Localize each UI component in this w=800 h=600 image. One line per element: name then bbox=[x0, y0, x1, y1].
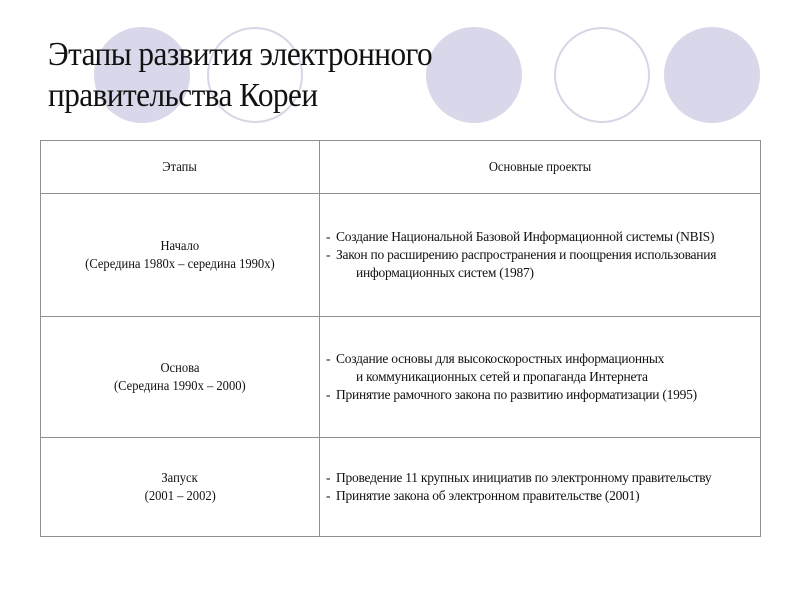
project-item: - Создание Национальной Базовой Информационной системы (NBIS) bbox=[326, 229, 715, 244]
table-header-row bbox=[41, 141, 761, 194]
table-row bbox=[41, 438, 761, 537]
stage-cell bbox=[41, 194, 320, 317]
project-item: - Принятие рамочного закона по развитию информатизации (1995) bbox=[326, 387, 697, 402]
stage-cell bbox=[41, 438, 320, 537]
slide-title-line-2: правительства Кореи bbox=[48, 77, 318, 114]
decor-circle-5 bbox=[664, 27, 760, 123]
header-projects: Основные проекты bbox=[320, 141, 761, 194]
stage-period: (2001 – 2002) bbox=[144, 488, 216, 503]
table-row bbox=[41, 194, 761, 317]
projects-cell bbox=[320, 438, 761, 537]
stages-table bbox=[40, 140, 761, 537]
table-row bbox=[41, 317, 761, 438]
stage-period: (Середина 1980х – середина 1990х) bbox=[85, 256, 275, 271]
stage-name: Основа bbox=[160, 360, 200, 375]
stage-name: Запуск bbox=[161, 470, 199, 485]
stage-period: (Середина 1990х – 2000) bbox=[114, 378, 246, 393]
slide-title-line-1: Этапы развития электронного bbox=[48, 36, 433, 73]
decor-circle-4 bbox=[554, 27, 650, 123]
project-item: - Проведение 11 крупных инициатив по электронному правительству bbox=[326, 470, 712, 485]
slide-title bbox=[48, 34, 432, 116]
decor-circle-3 bbox=[426, 27, 522, 123]
project-item: - Принятие закона об электронном правительстве (2001) bbox=[326, 488, 640, 503]
stage-name: Начало bbox=[160, 238, 200, 253]
projects-cell bbox=[320, 194, 761, 317]
projects-cell bbox=[320, 317, 761, 438]
stage-cell bbox=[41, 317, 320, 438]
project-item: - Закон по расширению распространения и поощрения использования информационных систем (1987) bbox=[326, 247, 717, 280]
project-item: - Создание основы для высокоскоростных информационных и коммуникационных сетей и пропаганда Интернета bbox=[326, 351, 665, 384]
header-stages: Этапы bbox=[41, 141, 320, 194]
